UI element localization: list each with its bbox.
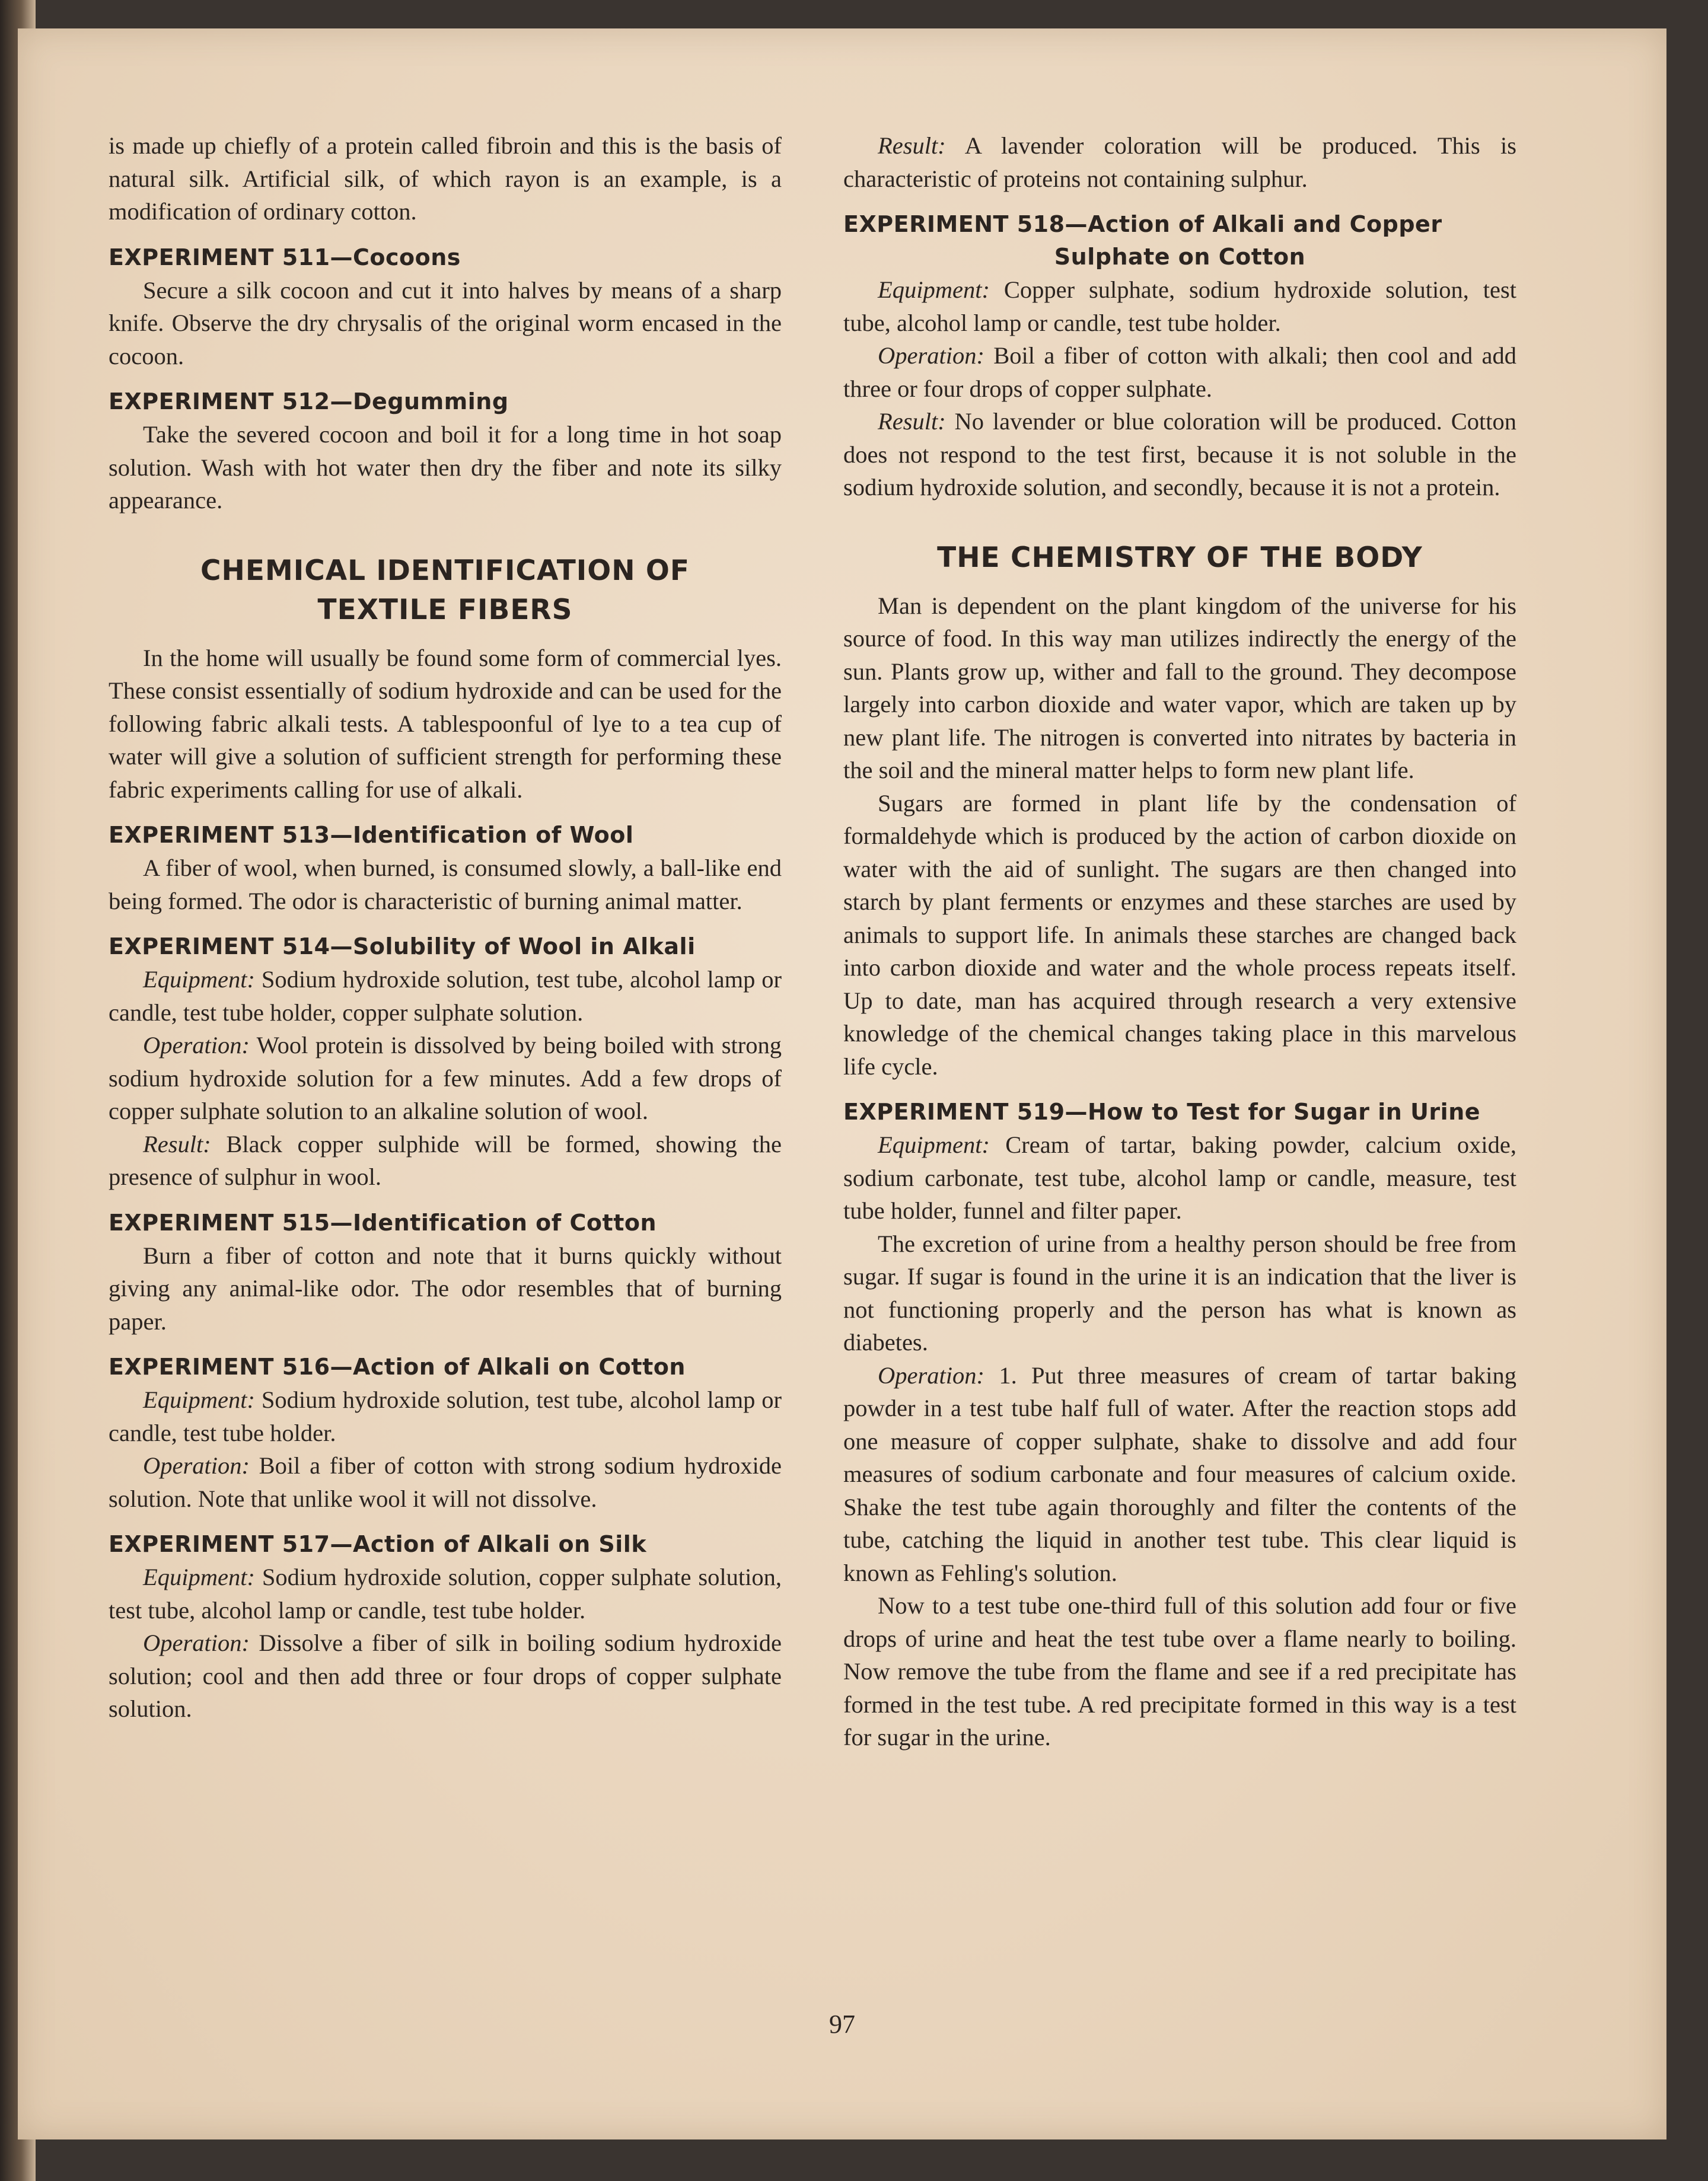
equipment-text: Copper sulphate, sodium hydroxide solution, test tube, alcohol lamp or candle, test tube holder.	[843, 276, 1516, 336]
exp515-heading: EXPERIMENT 515—Identification of Cotton	[109, 1209, 657, 1236]
exp518-equipment	[843, 273, 1516, 339]
operation-text: Boil a fiber of cotton with alkali; then cool and add three or four drops of copper sulphate.	[843, 342, 1516, 402]
exp518-result	[843, 405, 1516, 504]
exp514-heading: EXPERIMENT 514—Solubility of Wool in Alkali	[109, 933, 696, 959]
equipment-label: Equipment:	[143, 1386, 255, 1413]
exp517-heading: EXPERIMENT 517—Action of Alkali on Silk	[109, 1531, 647, 1557]
exp517-operation	[109, 1627, 782, 1726]
equipment-label: Equipment:	[878, 1131, 990, 1158]
body-paragraph-2: Sugars are formed in plant life by the condensation of formaldehyde which is produced by the action of carbon dioxide on water with the aid of sunlight. The sugars are then changed into starch by plant ferments or enzymes and these starches are used by animals to support life. In animals these starches are changed back into carbon dioxide and water and the whole process repeats itself. Up to date, man has acquired through research a very extensive knowledge of the chemical changes taking place in this marvelous life cycle.	[843, 789, 1516, 1080]
equipment-label: Equipment:	[143, 966, 255, 993]
equipment-label: Equipment:	[143, 1564, 255, 1590]
exp519-paragraph-1: The excretion of urine from a healthy person should be free from sugar. If sugar is found in the urine it is an indication that the liver is not functioning properly and the person has what is known as diabetes.	[843, 1230, 1516, 1356]
textile-intro: In the home will usually be found some form of commercial lyes. These consist essentially of sodium hydroxide and can be used for the following fabric alkali tests. A tablespoonful of lye to a tea cup of water will give a solution of sufficient strength for performing these fabric experiments calling for use of alkali.	[109, 644, 782, 803]
exp515-text: Burn a fiber of cotton and note that it burns quickly without giving any animal-like odor. The odor resembles that of burning paper.	[109, 1242, 782, 1335]
exp513-heading: EXPERIMENT 513—Identification of Wool	[109, 822, 634, 848]
exp512-text: Take the severed cocoon and boil it for a long time in hot soap solution. Wash with hot water then dry the fiber and note its silky appearance.	[109, 421, 782, 514]
exp512-heading: EXPERIMENT 512—Degumming	[109, 388, 509, 414]
equipment-text: Cream of tartar, baking powder, calcium oxide, sodium carbonate, test tube, alcohol lamp or candle, measure, test tube holder, funnel and filter paper.	[843, 1131, 1517, 1224]
equipment-label: Equipment:	[878, 276, 990, 303]
operation-label: Operation:	[143, 1630, 250, 1656]
exp514-result	[109, 1128, 782, 1194]
exp516-equipment	[109, 1383, 782, 1449]
exp519-paragraph-2: Now to a test tube one-third full of this solution add four or five drops of urine and heat the test tube over a flame nearly to boiling. Now remove the tube from the flame and see if a red precipitate has formed in the test tube. A red precipitate formed in this way is a test for sugar in the urine.	[843, 1592, 1516, 1750]
operation-text: Wool protein is dissolved by being boiled with strong sodium hydroxide solution for a few minutes. Add a few drops of copper sulphate solution to an alkaline solution of wool.	[109, 1032, 782, 1124]
exp518-heading-line1: EXPERIMENT 518—Action of Alkali and Copper	[843, 211, 1442, 237]
exp511-text: Secure a silk cocoon and cut it into halves by means of a sharp knife. Observe the dry chrysalis of the original worm encased in the cocoon.	[109, 276, 782, 369]
exp514-operation	[109, 1029, 782, 1128]
exp519-heading: EXPERIMENT 519—How to Test for Sugar in Urine	[843, 1099, 1481, 1125]
operation-text: Boil a fiber of cotton with strong sodium hydroxide solution. Note that unlike wool it will not dissolve.	[109, 1452, 782, 1512]
operation-label: Operation:	[143, 1032, 250, 1058]
book-page	[18, 28, 1666, 2139]
operation-text: Dissolve a fiber of silk in boiling sodium hydroxide solution; cool and then add three or four drops of copper sulphate solution.	[109, 1630, 782, 1722]
equipment-text: Sodium hydroxide solution, test tube, alcohol lamp or candle, test tube holder.	[109, 1386, 782, 1446]
equipment-text: Sodium hydroxide solution, test tube, alcohol lamp or candle, test tube holder, copper sulphate solution.	[109, 966, 782, 1026]
right-column	[843, 129, 1516, 1754]
exp517-result	[843, 129, 1516, 195]
exp519-operation	[843, 1359, 1516, 1590]
exp511-heading: EXPERIMENT 511—Cocoons	[109, 244, 461, 270]
exp518-heading-line2: Sulphate on Cotton	[1054, 244, 1306, 270]
section-heading-body: THE CHEMISTRY OF THE BODY	[937, 541, 1423, 574]
equipment-text: Sodium hydroxide solution, copper sulphate solution, test tube, alcohol lamp or candle, test tube holder.	[109, 1564, 782, 1624]
result-text: Black copper sulphide will be formed, showing the presence of sulphur in wool.	[109, 1130, 782, 1190]
operation-text: 1. Put three measures of cream of tartar baking powder in a test tube half full of water. After the reaction stops add one measure of copper sulphate, shake to dissolve and add four measures of sodium carbonate and four measures of calcium oxide. Shake the test tube again thoroughly and filter the contents of the tube, catching the liquid in another test tube. This clear liquid is known as Fehling's solution.	[843, 1361, 1516, 1586]
intro-paragraph: is made up chiefly of a protein called fibroin and this is the basis of natural silk. Artificial silk, of which rayon is an example, is a modification of ordinary cotton.	[109, 132, 782, 225]
section-heading-textile: CHEMICAL IDENTIFICATION OF TEXTILE FIBERS	[200, 554, 690, 626]
result-label: Result:	[878, 408, 946, 435]
exp516-heading: EXPERIMENT 516—Action of Alkali on Cotton	[109, 1354, 686, 1380]
exp514-equipment	[109, 963, 782, 1029]
page-number: 97	[829, 2010, 855, 2039]
operation-label: Operation:	[878, 1361, 984, 1389]
left-column	[109, 129, 782, 1726]
exp516-operation	[109, 1449, 782, 1515]
result-text: A lavender coloration will be produced. This is characteristic of proteins not containing sulphur.	[843, 132, 1517, 192]
body-paragraph-1: Man is dependent on the plant kingdom of the universe for his source of food. In this way man utilizes indirectly the energy of the sun. Plants grow up, wither and fall to the ground. They decompose largely into carbon dioxide and water vapor, which are taken up by new plant life. The nitrogen is converted into nitrates by bacteria in the soil and the mineral matter helps to form new plant life.	[843, 592, 1516, 783]
result-text: No lavender or blue coloration will be produced. Cotton does not respond to the test first, because it is not soluble in the sodium hydroxide solution, and secondly, because it is not a protein.	[843, 408, 1517, 500]
exp517-equipment	[109, 1561, 782, 1627]
exp518-heading	[843, 208, 1516, 273]
exp513-text: A fiber of wool, when burned, is consumed slowly, a ball-like end being formed. The odor is characteristic of burning animal matter.	[109, 854, 782, 914]
operation-label: Operation:	[143, 1452, 250, 1479]
exp518-operation	[843, 339, 1516, 405]
result-label: Result:	[143, 1130, 211, 1158]
result-label: Result:	[878, 132, 946, 159]
exp519-equipment	[843, 1128, 1516, 1227]
operation-label: Operation:	[878, 342, 984, 369]
